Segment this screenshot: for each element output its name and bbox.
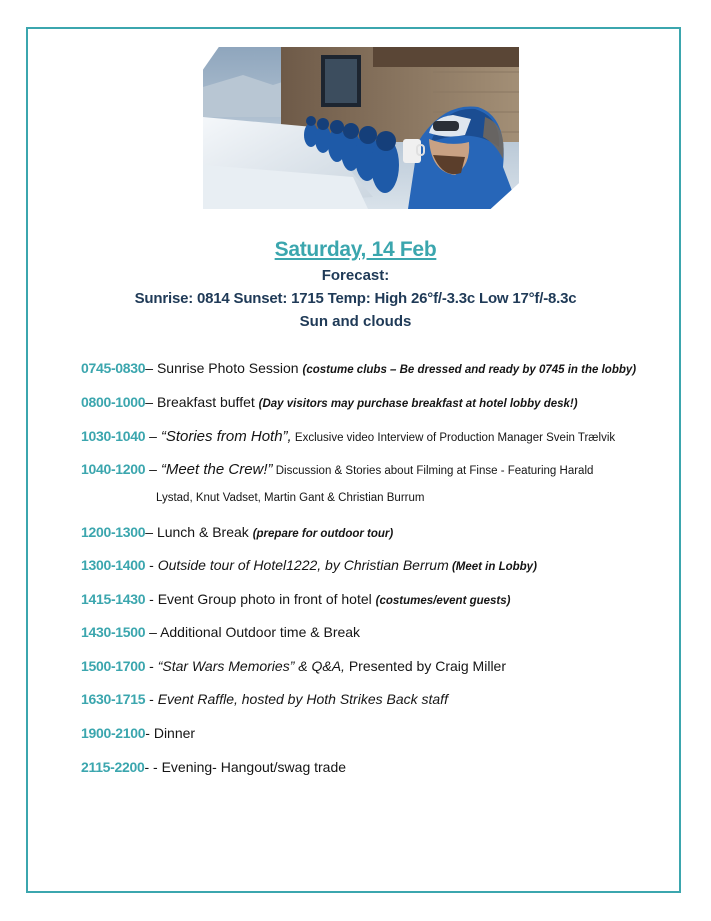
schedule-text: Exclusive video Interview of Production Manager Svein Trælvik: [291, 432, 616, 444]
forecast-label: Forecast:: [321, 267, 390, 284]
schedule-row: 1200-1300– Lunch & Break (prepare for outdoor tour): [81, 524, 394, 540]
schedule-time: 1200-1300: [81, 524, 146, 540]
schedule-note: (Meet in Lobby): [448, 561, 537, 573]
schedule-text: Breakfast buffet: [156, 394, 259, 410]
schedule-title: Outside tour of Hotel1222, by Christian Berrum: [157, 557, 449, 573]
schedule-row: 1630-1715 - Event Raffle, hosted by Hoth Strikes Back staff: [81, 691, 448, 707]
group-photo-in-snow-icon: [203, 47, 519, 209]
schedule-text: Event Group photo in front of hotel: [157, 591, 376, 607]
schedule-time: 1500-1700: [81, 658, 146, 674]
schedule-row: 2115-2200- - Evening- Hangout/swag trade: [81, 759, 347, 775]
schedule-text: Discussion & Stories about Filming at Finse - Featuring Harald: [272, 465, 594, 477]
schedule-time: 2115-2200: [81, 759, 145, 775]
schedule-time: 0800-1000: [81, 394, 146, 410]
schedule-text: Additional Outdoor time & Break: [160, 624, 361, 640]
schedule-time: 0745-0830: [81, 360, 146, 376]
schedule-row: 1030-1040 – “Stories from Hoth”, Exclusive video Interview of Production Manager Svein Trælvik: [81, 428, 616, 445]
schedule-row: 1500-1700 - “Star Wars Memories” & Q&A, Presented by Craig Miller: [81, 658, 506, 674]
schedule-row: 1300-1400 - Outside tour of Hotel1222, by Christian Berrum (Meet in Lobby): [81, 557, 537, 573]
schedule-row: 1040-1200 – “Meet the Crew!” Discussion & Stories about Filming at Finse - Featuring Harald: [81, 461, 594, 478]
schedule-note: (costumes/event guests): [375, 595, 511, 607]
schedule-text: Dinner: [153, 725, 196, 741]
schedule-note: (Day visitors may purchase breakfast at hotel lobby desk!): [258, 398, 578, 410]
schedule-row: 1415-1430 - Event Group photo in front of hotel (costumes/event guests): [81, 591, 511, 607]
schedule-title: Event Raffle, hosted by Hoth Strikes Back staff: [157, 691, 448, 707]
schedule-text: Evening- Hangout/swag trade: [161, 759, 347, 775]
schedule-title: “Star Wars Memories” & Q&A,: [157, 658, 345, 674]
schedule-text: Lunch & Break: [156, 524, 253, 540]
event-photo: [194, 38, 528, 218]
schedule-time: 1300-1400: [81, 557, 146, 573]
schedule-text: Presented by Craig Miller: [344, 658, 506, 674]
schedule-text: Sunrise Photo Session: [156, 360, 303, 376]
schedule-note: (costume clubs – Be dressed and ready by 0745 in the lobby): [302, 364, 637, 376]
schedule-row: 0745-0830– Sunrise Photo Session (costume clubs – Be dressed and ready by 0745 in the lobby): [81, 360, 637, 376]
schedule-title: “Meet the Crew!”: [160, 461, 273, 478]
weather-line: Sun and clouds: [299, 313, 412, 330]
schedule-title: “Stories from Hoth”,: [160, 428, 292, 445]
schedule-continuation: Lystad, Knut Vadset, Martin Gant & Christian Burrum: [156, 492, 425, 504]
sun-temp-line: Sunrise: 0814 Sunset: 1715 Temp: High 26°f/-3.3c Low 17°f/-8.3c: [134, 290, 577, 307]
schedule-row: 0800-1000– Breakfast buffet (Day visitors may purchase breakfast at hotel lobby desk!): [81, 394, 578, 410]
schedule-time: 1900-2100: [81, 725, 146, 741]
schedule-time: 1630-1715: [81, 691, 146, 707]
schedule-time: 1030-1040: [81, 428, 146, 444]
schedule-time: 1430-1500: [81, 624, 146, 640]
schedule-time: 1040-1200: [81, 461, 146, 477]
page-title: Saturday, 14 Feb: [274, 238, 437, 261]
schedule-time: 1415-1430: [81, 591, 146, 607]
schedule-note: (prepare for outdoor tour): [252, 528, 394, 540]
schedule-row: 1900-2100- Dinner: [81, 725, 196, 741]
schedule-row: 1430-1500 – Additional Outdoor time & Break: [81, 624, 361, 640]
